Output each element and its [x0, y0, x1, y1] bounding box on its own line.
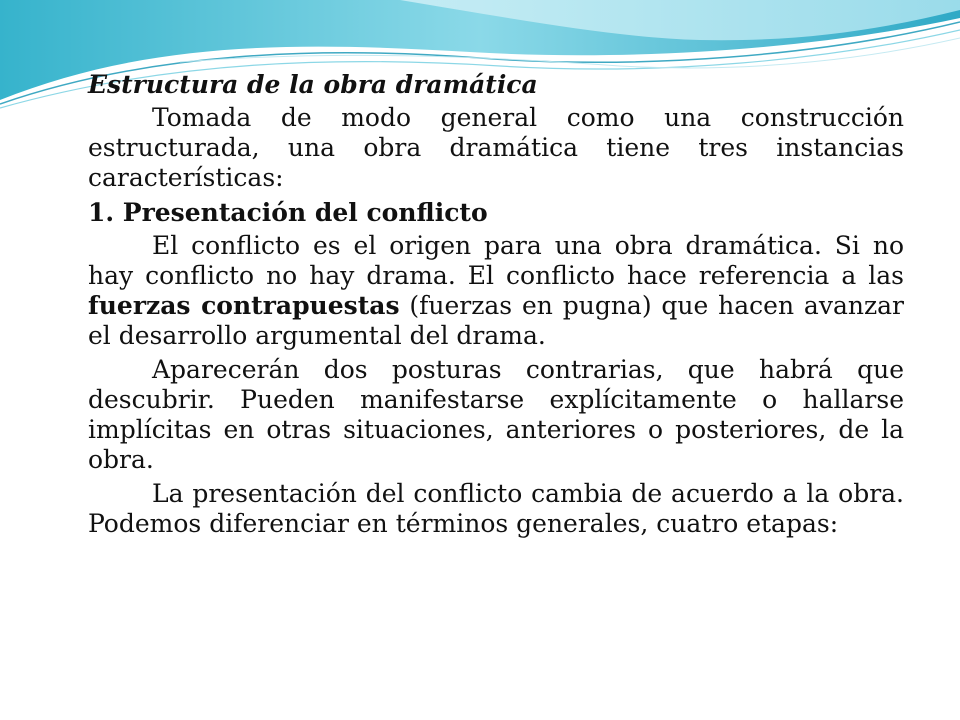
- conflict-paragraph: [88, 231, 904, 351]
- conflict-text-before: El conflicto es el origen para una obra dramática. Si no hay conflicto no hay drama. El conflicto hace referencia a las: [88, 231, 904, 290]
- slide-title: Estructura de la obra dramática: [88, 70, 538, 99]
- conflict-bold-term: fuerzas contrapuestas: [88, 291, 400, 320]
- postures-paragraph: Aparecerán dos posturas contrarias, que habrá que descubrir. Pueden manifestarse explícitamente o hallarse implícitas en otras situaciones, anteriores o posteriores, de la obra.: [88, 355, 904, 474]
- stages-paragraph: La presentación del conflicto cambia de acuerdo a la obra. Podemos diferenciar en términos generales, cuatro etapas:: [88, 479, 904, 538]
- intro-paragraph: Tomada de modo general como una construcción estructurada, una obra dramática tiene tres instancias características:: [88, 103, 904, 192]
- slide-content: [88, 70, 904, 543]
- section-heading: 1. Presentación del conflicto: [88, 198, 488, 227]
- conflict-text-after: (fuerzas en pugna) que hacen avanzar el desarrollo argumental del drama.: [88, 291, 904, 350]
